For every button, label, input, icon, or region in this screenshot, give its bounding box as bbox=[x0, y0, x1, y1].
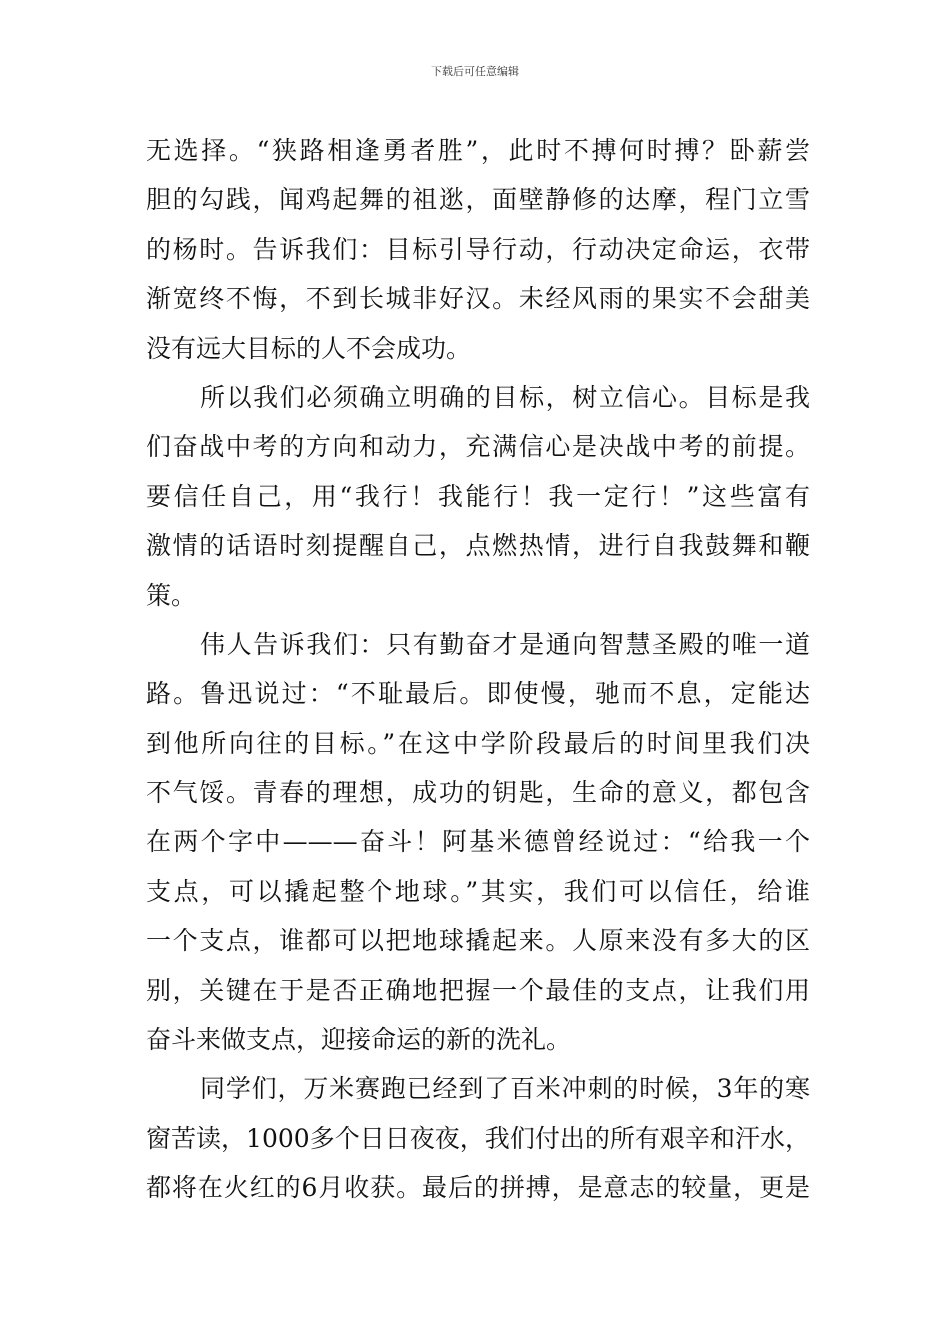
text-line: 渐宽终不悔，不到长城非好汉。未经风雨的果实不会甜美 bbox=[146, 284, 810, 314]
text-line: 要信任自己，用“我行！我能行！我一定行！”这些富有 bbox=[146, 481, 810, 511]
text-line: 伟人告诉我们：只有勤奋才是通向智慧圣殿的唯一道 bbox=[200, 629, 810, 659]
text-line: 激情的话语时刻提醒自己，点燃热情，进行自我鼓舞和鞭 bbox=[146, 531, 810, 561]
text-line: 没有远大目标的人不会成功。 bbox=[146, 333, 472, 363]
text-line: 同学们，万米赛跑已经到了百米冲刺的时候，3年的寒 bbox=[200, 1074, 810, 1104]
text-line: 胆的勾践，闻鸡起舞的祖逖，面壁静修的达摩，程门立雪 bbox=[146, 185, 810, 215]
text-line: 的杨时。告诉我们：目标引导行动，行动决定命运，衣带 bbox=[146, 234, 810, 264]
document-body bbox=[146, 126, 810, 1213]
text-line: 所以我们必须确立明确的目标，树立信心。目标是我 bbox=[200, 382, 810, 412]
text-line: 都将在火红的6月收获。最后的拼搏，是意志的较量，更是 bbox=[146, 1173, 810, 1203]
text-line: 奋斗来做支点，迎接命运的新的洗礼。 bbox=[146, 1025, 572, 1055]
text-line: 窗苦读，1000多个日日夜夜，我们付出的所有艰辛和汗水， bbox=[146, 1123, 810, 1153]
text-line: 一个支点，谁都可以把地球撬起来。人原来没有多大的区 bbox=[146, 926, 810, 956]
text-line: 策。 bbox=[146, 580, 197, 610]
text-line: 别，关键在于是否正确地把握一个最佳的支点，让我们用 bbox=[146, 975, 810, 1005]
text-line: 到他所向往的目标。”在这中学阶段最后的时间里我们决 bbox=[146, 728, 810, 758]
page-header: 下载后可任意编辑 bbox=[431, 65, 519, 78]
text-line: 不气馁。青春的理想，成功的钥匙，生命的意义，都包含 bbox=[146, 778, 810, 808]
text-line: 在两个字中———奋斗！阿基米德曾经说过：“给我一个 bbox=[146, 827, 810, 857]
text-line: 们奋战中考的方向和动力，充满信心是决战中考的前提。 bbox=[146, 432, 810, 462]
text-line: 无选择。“狭路相逢勇者胜”，此时不搏何时搏？卧薪尝 bbox=[146, 136, 810, 165]
text-line: 支点，可以撬起整个地球。”其实，我们可以信任，给谁 bbox=[146, 876, 810, 906]
text-line: 路。鲁迅说过：“不耻最后。即使慢，驰而不息，定能达 bbox=[146, 679, 810, 709]
